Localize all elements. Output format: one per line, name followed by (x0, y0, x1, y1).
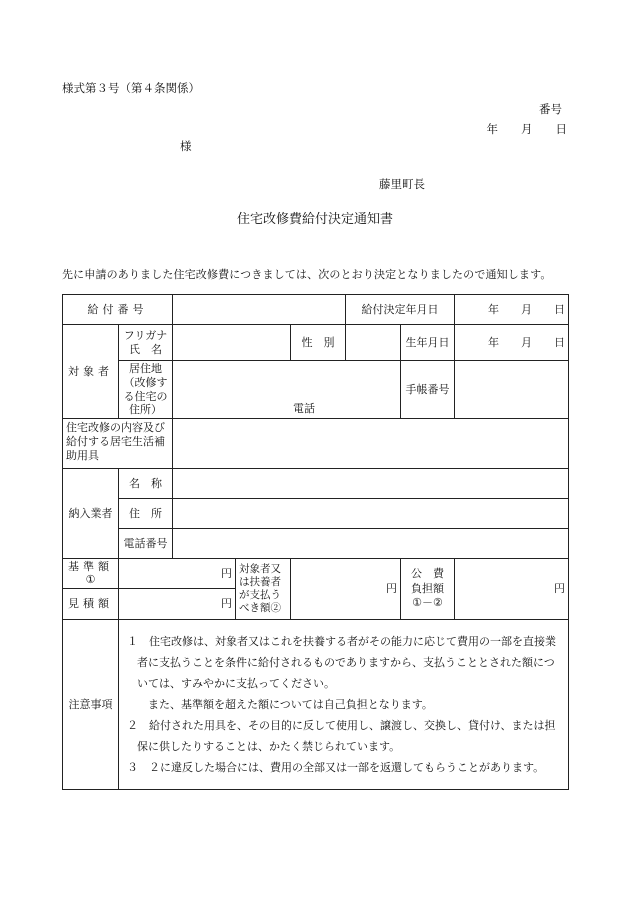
decision-date-label: 給付決定年月日 (346, 295, 455, 325)
public-label-line3: ①－② (412, 596, 443, 610)
intro-text: 先に申請のありました住宅改修費につきましては、次のとおり決定となりましたので通知します。 (62, 268, 552, 281)
notes-body (119, 620, 569, 790)
issuer-name: 藤里町長 (379, 177, 425, 191)
addressee-suffix: 様 (180, 139, 192, 153)
furigana-label: フリガナ (123, 328, 168, 342)
note-item-1: １ 住宅改修は、対象者又はこれを扶養する者がその能力に応じて費用の一部を直接業者に支払うことを条件に給付されるものでありますから、支払うこととされた額については、すみやかに支払ってください。 (127, 635, 556, 690)
estimate-amount-field[interactable]: 円 (119, 589, 236, 620)
birthdate-label: 生年月日 (401, 325, 455, 361)
form-identifier: 様式第３号（第４条関係） (62, 81, 200, 95)
document-title: 住宅改修費給付決定通知書 (236, 212, 393, 227)
note-item-2: ２ 給付された用具を、その目的に反して使用し、譲渡し、交換し、貸付け、または担保に供したりすることは、かたく禁じられています。 (127, 719, 556, 753)
public-amount-label (401, 559, 455, 620)
standard-amount-label: 基準額 (68, 560, 113, 574)
supplier-phone-field[interactable] (173, 529, 569, 559)
decision-table (62, 294, 569, 790)
decision-date-field[interactable]: 年 月 日 (455, 295, 569, 325)
note-item-1b: また、基準額を超えた額については自己負担となります。 (137, 698, 433, 711)
issue-date: 年 月 日 (486, 122, 567, 136)
notes-label: 注意事項 (63, 620, 119, 790)
gender-label: 性 別 (291, 325, 346, 361)
payer-amount-field[interactable]: 円 (291, 559, 401, 620)
note-item-3: ３ ２に違反した場合には、費用の全部又は一部を返還してもらうことがあります。 (127, 761, 545, 774)
public-label-line2: 負担額 (411, 581, 445, 595)
residence-note: （改修する住宅の住所） (123, 375, 168, 417)
standard-amount-field[interactable]: 円 (119, 559, 236, 589)
handbook-number-label: 手帳番号 (401, 361, 455, 419)
public-amount-field[interactable]: 円 (455, 559, 569, 620)
subject-label: 対象者 (63, 325, 119, 419)
supplier-name-field[interactable] (173, 469, 569, 499)
name-field[interactable] (173, 325, 291, 361)
telephone-label: 電話 (293, 402, 315, 416)
renovation-content-field[interactable] (173, 419, 569, 469)
gender-field[interactable] (346, 325, 401, 361)
supplier-address-label: 住 所 (119, 499, 173, 529)
standard-amount-label-cell (63, 559, 119, 589)
supplier-label: 納入業者 (63, 469, 119, 559)
supplier-phone-label: 電話番号 (119, 529, 173, 559)
residence-field[interactable] (173, 361, 401, 419)
public-label-line1: 公 費 (411, 566, 445, 580)
payment-number-field[interactable] (173, 295, 346, 325)
supplier-name-label: 名 称 (119, 469, 173, 499)
name-label: 氏 名 (129, 342, 162, 356)
birthdate-field[interactable]: 年 月 日 (455, 325, 569, 361)
renovation-content-label: 住宅改修の内容及び給付する居宅生活補助用具 (63, 419, 173, 469)
payer-amount-label: 対象者又は扶養者が支払うべき額② (236, 559, 291, 620)
payment-number-label: 給付番号 (63, 295, 173, 325)
number-label: 番号 (539, 102, 562, 116)
supplier-address-field[interactable] (173, 499, 569, 529)
handbook-number-field[interactable] (455, 361, 569, 419)
standard-amount-number: ① (85, 572, 96, 586)
residence-label: 居住地 (129, 362, 162, 375)
estimate-amount-label: 見積額 (63, 589, 119, 620)
name-label-cell (119, 325, 173, 361)
residence-label-cell (119, 361, 173, 419)
